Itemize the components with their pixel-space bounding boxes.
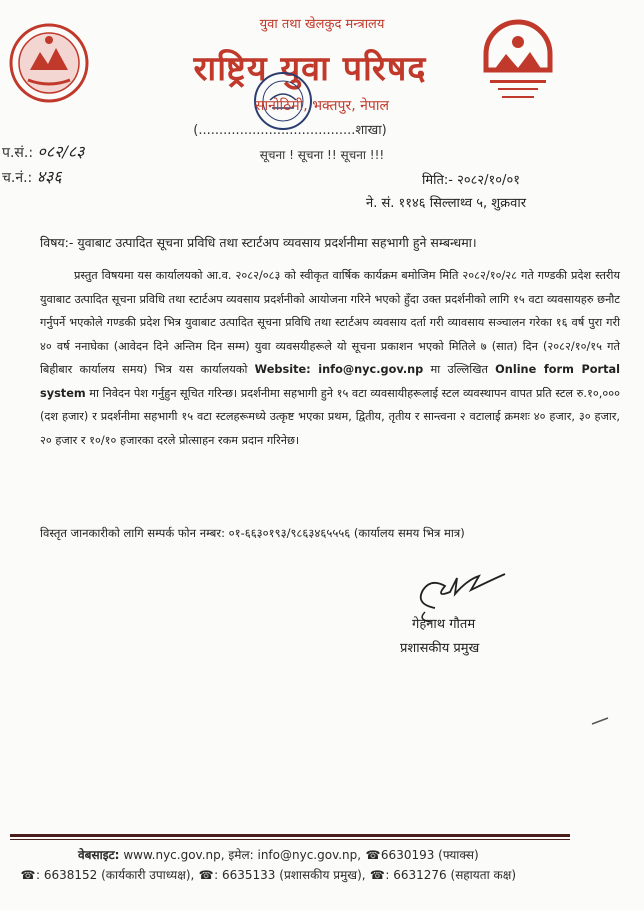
email-label: इमेल:	[228, 848, 254, 862]
footer-divider-thin	[10, 839, 570, 840]
phone-icon: ☎	[198, 868, 214, 882]
signatory-title: प्रशासकीय प्रमुख	[400, 641, 480, 656]
portal-reference: Online form Portal system	[40, 363, 620, 400]
nepal-emblem-icon	[8, 22, 90, 104]
body-part-3: मा निवेदन पेश गर्नुहुन सूचित गरिन्छ। प्रदर्शनीमा सहभागी हुने १५ वटा व्यवसायीहरूलाई स्टल व्यवस्थापन वापत प्रति स्टल रु.१०,००० (दश हजार) र प्रदर्शनीमा सहभागी १५ वटा स्टलहरूमध्ये उत्कृष्ट भएका प्रथम, द्वितीय, तृतीय र सान्त्वना २ वटालाई क्रमशः ४० हजार, ३० हजार, २० हजार र १०/१० हजारका दरले प्रोत्साहन रकम प्रदान गरिनेछ।	[40, 386, 620, 447]
footer-phone-3: 6631276 (सहायता कक्ष)	[393, 868, 517, 882]
phone-icon: ☎	[365, 848, 381, 862]
footer-row-1	[78, 846, 479, 863]
patra-value: ०८२/८३	[37, 142, 85, 161]
footer-row-2: ☎: 6638152 (कार्यकारी उपाध्यक्ष), ☎: 6635133 (प्रशासकीय प्रमुख), ☎: 6631276 (सहायता कक्ष)	[20, 868, 517, 882]
footer-email: info@nyc.gov.np,	[257, 848, 362, 862]
chalani-value: ४३६	[36, 167, 62, 186]
patra-label: प.सं.:	[2, 145, 34, 161]
phone-icon: ☎	[20, 868, 36, 882]
body-part-1: प्रस्तुत विषयमा यस कार्यालयको आ.व. २०८२/०८३ को स्वीकृत वार्षिक कार्यक्रम बमोजिम मिति २०८२/१०/२८ गते गण्डकी प्रदेश स्तरीय युवाबाट उत्पादित सूचना प्रविधि तथा स्टार्टअप व्यवसाय प्रदर्शनीको आयोजना गरिने भएको हुँदा उक्त प्रदर्शनीको लागि १५ वटा व्यवसायहरु छनौट गर्नुपर्ने भएकोले गण्डकी प्रदेश भित्र युवाबाट उत्पादित सूचना प्रविधि तथा स्टार्टअप व्यवसाय दर्ता गरी व्यावसाय सञ्चालन गरेका १६ वर्ष पुरा गरी ४० वर्ष ननाघेका (आवेदन दिने अन्तिम दिन सम्म) युवा व्यवसयीहरूले यो सूचना प्रकाशन भएको मितिले ७ (सात) दिन (२०८२/१०/१५ गते बिहीबार कार्यालय समय) भित्र यस कार्यालयको	[40, 269, 620, 376]
letter-body	[40, 264, 620, 452]
footer-divider	[10, 834, 570, 837]
website-label: वेबसाइट:	[78, 848, 120, 862]
patra-sankhya	[2, 140, 85, 165]
contact-info: विस्तृत जानकारीको लागि सम्पर्क फोन नम्बर: ०१-६६३०१९३/९८६३४६५५५६ (कार्यालय समय भित्र मात्र)	[40, 526, 465, 540]
signatory-name: गेहनाथ गौतम	[412, 617, 476, 632]
council-title: राष्ट्रिय युवा परिषद	[193, 49, 427, 89]
body-part-2: मा उल्लिखित	[423, 363, 496, 376]
letter-date: मिति:- २०८२/१०/०१	[422, 173, 520, 188]
branch-blank: (......................................शाखा)	[193, 123, 387, 138]
footer-phone-1: 6638152 (कार्यकारी उपाध्यक्ष),	[43, 868, 195, 882]
reference-block	[2, 140, 85, 190]
footer-fax: 6630193 (फ्याक्स)	[380, 848, 479, 862]
ministry-name: युवा तथा खेलकुद मन्त्रालय	[259, 17, 385, 32]
website-reference: Website: info@nyc.gov.np	[254, 363, 424, 376]
chalani-label: च.नं.:	[2, 170, 33, 186]
notice-heading: सूचना ! सूचना !! सूचना !!!	[259, 148, 385, 162]
phone-icon: ☎	[369, 868, 385, 882]
body-paragraph	[40, 264, 620, 452]
footer-website: www.nyc.gov.np,	[123, 848, 225, 862]
office-address: सानोठिमी, भक्तपुर, नेपाल	[255, 98, 389, 114]
letter-subject: विषय:- युवाबाट उत्पादित सूचना प्रविधि तथा स्टार्टअप व्यवसाय प्रदर्शनीमा सहभागी हुने सम्बन्धमा।	[40, 235, 477, 250]
chalani-number	[2, 165, 85, 190]
margin-mark-icon	[590, 714, 610, 728]
nepal-sambat-date: ने. सं. ११४६ सिल्लाथ्व ५, शुक्रवार	[366, 196, 527, 211]
footer-phone-2: 6635133 (प्रशासकीय प्रमुख),	[222, 868, 366, 882]
